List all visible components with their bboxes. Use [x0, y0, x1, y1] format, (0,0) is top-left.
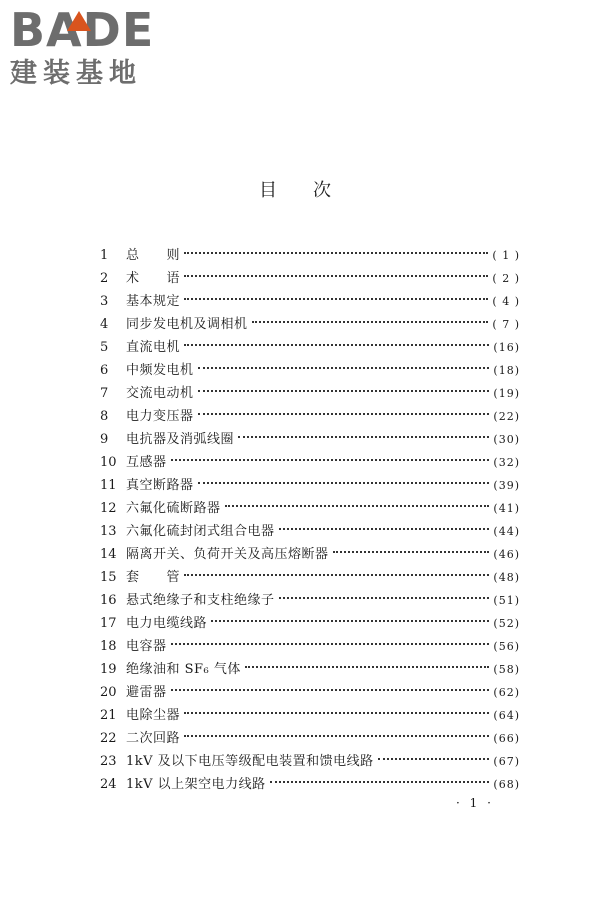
- toc-leader-dots: [238, 436, 489, 438]
- toc-entry-label: 避雷器: [126, 685, 167, 700]
- logo-wordmark: [10, 3, 180, 57]
- toc-leader-dots: [211, 620, 489, 622]
- toc-entry-page: (66): [493, 732, 520, 745]
- toc-entry[interactable]: [100, 267, 520, 290]
- toc-entry-page: (48): [493, 571, 520, 584]
- toc-entry-number: 9: [100, 432, 109, 447]
- toc-entry-label: 二次回路: [126, 731, 181, 746]
- logo-subtitle: 建装基地: [10, 58, 142, 89]
- toc-entry[interactable]: [100, 405, 520, 428]
- toc-entry-number: 11: [100, 478, 117, 493]
- toc-entry-label: 总 则: [126, 248, 181, 263]
- toc-entry-label: 1kV 以上架空电力线路: [126, 777, 266, 792]
- toc-entry-number: 12: [100, 501, 117, 516]
- toc-entry-label: 电力电缆线路: [126, 616, 208, 631]
- toc-entry[interactable]: [100, 313, 520, 336]
- toc-entry-label: 交流电动机: [126, 386, 194, 401]
- toc-entry-number: 1: [100, 248, 109, 263]
- toc-entry-number: 10: [100, 455, 117, 470]
- toc-entry[interactable]: [100, 750, 520, 773]
- toc-entry-label: 术 语: [126, 271, 181, 286]
- toc-entry-number: 6: [100, 363, 109, 378]
- toc-entry-label: 真空断路器: [126, 478, 194, 493]
- toc-leader-dots: [184, 275, 488, 277]
- toc-entry[interactable]: [100, 359, 520, 382]
- toc-entry-label: 电容器: [126, 639, 167, 654]
- toc-entry-page: ( 2 ): [492, 272, 520, 285]
- toc-entry-page: (32): [493, 456, 520, 469]
- toc-entry-number: 15: [100, 570, 117, 585]
- toc-entry-page: (41): [493, 502, 520, 515]
- toc-entry-label: 1kV 及以下电压等级配电装置和馈电线路: [126, 754, 374, 769]
- toc-leader-dots: [198, 482, 490, 484]
- toc-entry-label: 基本规定: [126, 294, 181, 309]
- toc-entry-number: 16: [100, 593, 117, 608]
- toc-entry[interactable]: [100, 727, 520, 750]
- toc-entry[interactable]: [100, 566, 520, 589]
- toc-entry-number: 18: [100, 639, 117, 654]
- toc-entry-page: (18): [493, 364, 520, 377]
- toc-entry[interactable]: [100, 773, 520, 796]
- toc-entry-label: 套 管: [126, 570, 181, 585]
- toc-entry-page: (52): [493, 617, 520, 630]
- toc-entry-label: 同步发电机及调相机: [126, 317, 248, 332]
- toc-leader-dots: [198, 367, 490, 369]
- toc-entry-label: 六氟化硫封闭式组合电器: [126, 524, 275, 539]
- toc-entry-page: (51): [493, 594, 520, 607]
- toc-entry[interactable]: [100, 428, 520, 451]
- logo-accent-triangle-icon: [67, 11, 91, 31]
- toc-entry[interactable]: [100, 612, 520, 635]
- toc-entry-label: 电除尘器: [126, 708, 181, 723]
- toc-entry-label: 六氟化硫断路器: [126, 501, 221, 516]
- toc-leader-dots: [225, 505, 490, 507]
- toc-entry-number: 7: [100, 386, 109, 401]
- toc-entry-number: 5: [100, 340, 109, 355]
- toc-entry-label: 悬式绝缘子和支柱绝缘子: [126, 593, 275, 608]
- toc-leader-dots: [184, 712, 489, 714]
- toc-title: 目次: [259, 180, 367, 201]
- toc-leader-dots: [171, 643, 490, 645]
- toc-entry-page: ( 7 ): [492, 318, 520, 331]
- toc-entry[interactable]: [100, 520, 520, 543]
- page-number: · 1 ·: [456, 796, 494, 810]
- table-of-contents: [100, 244, 520, 796]
- toc-leader-dots: [171, 689, 490, 691]
- toc-entry-page: ( 4 ): [492, 295, 520, 308]
- toc-entry-label: 互感器: [126, 455, 167, 470]
- toc-entry[interactable]: [100, 336, 520, 359]
- toc-leader-dots: [184, 735, 489, 737]
- toc-leader-dots: [184, 344, 489, 346]
- toc-leader-dots: [171, 459, 490, 461]
- toc-entry-page: (30): [493, 433, 520, 446]
- toc-entry-label: 直流电机: [126, 340, 181, 355]
- toc-entry[interactable]: [100, 589, 520, 612]
- toc-leader-dots: [245, 666, 490, 668]
- toc-entry[interactable]: [100, 382, 520, 405]
- toc-entry-page: (68): [493, 778, 520, 791]
- toc-entry-label: 电力变压器: [126, 409, 194, 424]
- toc-entry-page: (58): [493, 663, 520, 676]
- toc-entry[interactable]: [100, 704, 520, 727]
- toc-entry-label: 隔离开关、负荷开关及高压熔断器: [126, 547, 329, 562]
- toc-entry-page: (22): [493, 410, 520, 423]
- toc-entry[interactable]: [100, 290, 520, 313]
- toc-leader-dots: [198, 413, 490, 415]
- toc-entry[interactable]: [100, 474, 520, 497]
- toc-entry-page: (19): [493, 387, 520, 400]
- toc-leader-dots: [279, 528, 490, 530]
- toc-entry[interactable]: [100, 451, 520, 474]
- toc-entry[interactable]: [100, 497, 520, 520]
- toc-leader-dots: [184, 574, 489, 576]
- toc-leader-dots: [270, 781, 490, 783]
- toc-entry-number: 4: [100, 317, 109, 332]
- toc-entry-page: (64): [493, 709, 520, 722]
- toc-leader-dots: [184, 252, 488, 254]
- toc-entry-page: ( 1 ): [492, 249, 520, 262]
- toc-leader-dots: [378, 758, 490, 760]
- toc-entry[interactable]: [100, 681, 520, 704]
- toc-entry-page: (44): [493, 525, 520, 538]
- toc-entry-page: (62): [493, 686, 520, 699]
- toc-entry-label: 电抗器及消弧线圈: [126, 432, 235, 447]
- toc-entry-number: 14: [100, 547, 117, 562]
- toc-entry-page: (46): [493, 548, 520, 561]
- toc-entry[interactable]: [100, 635, 520, 658]
- toc-entry-label: 中频发电机: [126, 363, 194, 378]
- toc-entry-page: (39): [493, 479, 520, 492]
- toc-entry-number: 8: [100, 409, 109, 424]
- toc-entry[interactable]: [100, 244, 520, 267]
- toc-entry-number: 17: [100, 616, 117, 631]
- brand-logo: [10, 3, 180, 90]
- toc-entry[interactable]: [100, 658, 520, 681]
- toc-leader-dots: [279, 597, 490, 599]
- toc-entry-label: 绝缘油和 SF₆ 气体: [126, 662, 241, 677]
- toc-entry-number: 23: [100, 754, 117, 769]
- toc-entry-number: 13: [100, 524, 117, 539]
- toc-entry-number: 2: [100, 271, 109, 286]
- toc-entry-number: 3: [100, 294, 109, 309]
- toc-entry-page: (67): [493, 755, 520, 768]
- toc-entry-page: (56): [493, 640, 520, 653]
- toc-leader-dots: [333, 551, 490, 553]
- toc-entry-number: 20: [100, 685, 117, 700]
- toc-entry-page: (16): [493, 341, 520, 354]
- toc-entry-number: 21: [100, 708, 117, 723]
- toc-entry-number: 22: [100, 731, 117, 746]
- logo-word-text: BADE: [10, 3, 155, 57]
- toc-leader-dots: [184, 298, 488, 300]
- toc-entry-number: 19: [100, 662, 117, 677]
- toc-leader-dots: [198, 390, 490, 392]
- toc-entry-number: 24: [100, 777, 117, 792]
- toc-leader-dots: [252, 321, 489, 323]
- toc-entry[interactable]: [100, 543, 520, 566]
